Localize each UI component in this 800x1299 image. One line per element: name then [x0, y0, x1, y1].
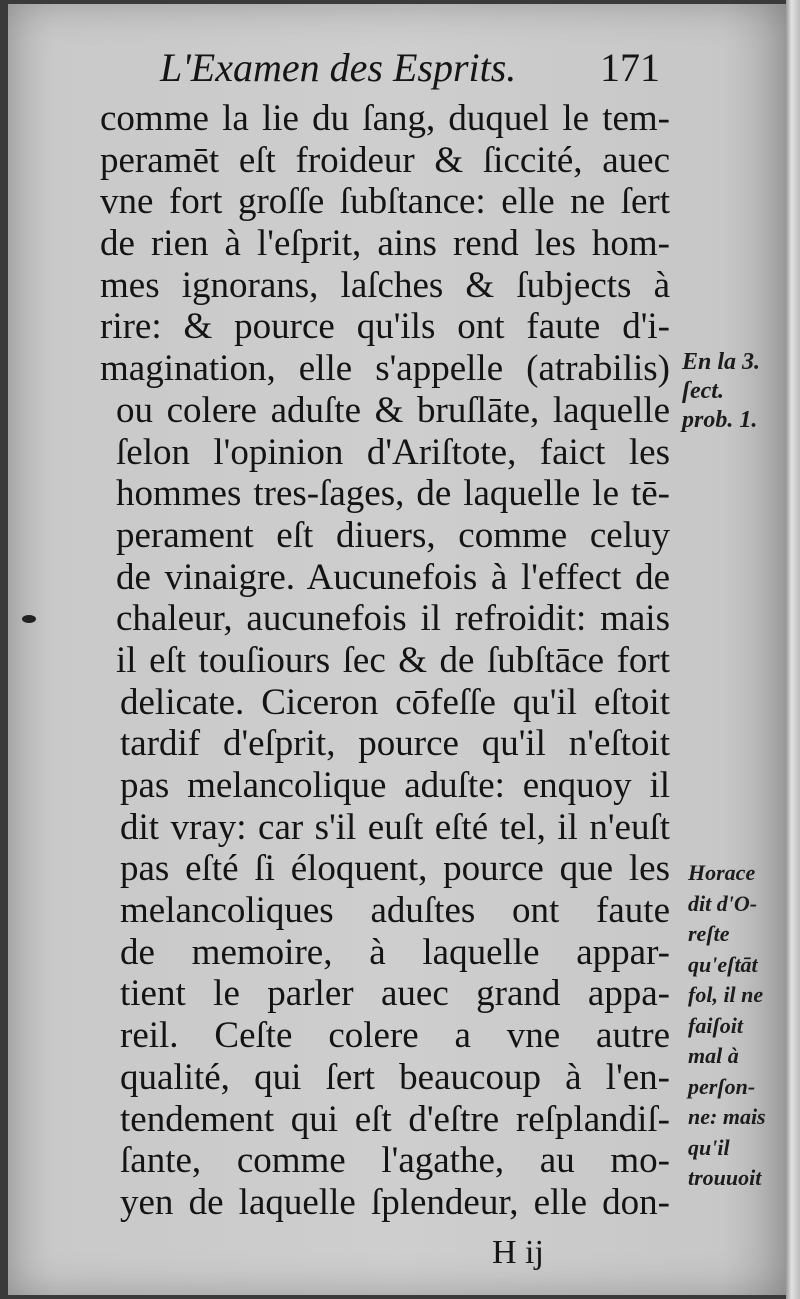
margin-note-line: qu'eſtāt — [688, 951, 758, 977]
margin-note-line: fol, il ne — [688, 982, 764, 1007]
text-line: perament eſt diuers, comme celuy — [116, 514, 670, 556]
text-line: ſelon l'opinion d'Ariſtote, faict les — [116, 431, 670, 473]
text-line: pas eſté ſi éloquent, pource que les — [120, 848, 670, 890]
text-line: ou colere aduſte & bruſlāte, laquelle — [116, 389, 670, 431]
text-line: dit vray: car s'il euſt eſté tel, il n'euſt — [120, 806, 670, 848]
signature-mark: H ij — [492, 1234, 544, 1271]
text-line: il eſt touſiours ſec & de ſubſtāce fort — [116, 639, 670, 681]
margin-note-reference — [682, 348, 760, 435]
text-line: magination, elle s'appelle (atrabilis) — [100, 348, 670, 390]
body-text — [100, 98, 670, 1224]
text-line: ſante, comme l'agathe, au mo- — [120, 1140, 670, 1182]
text-line: tardif d'eſprit, pource qu'il n'eſtoit — [120, 723, 670, 765]
margin-note-line: Horace — [688, 860, 756, 885]
text-line: chaleur, aucunefois il refroidit: mais — [116, 598, 670, 640]
text-line: tendement qui eſt d'eſtre reſplandiſ- — [120, 1098, 670, 1140]
page-header — [160, 44, 660, 94]
text-line: delicate. Ciceron cōfeſſe qu'il eſtoit — [120, 681, 670, 723]
text-line: yen de laquelle ſplendeur, elle don- — [120, 1181, 670, 1223]
text-line: tient le parler auec grand appa- — [120, 973, 670, 1015]
margin-note-line: trouuoit — [688, 1165, 762, 1190]
margin-note-line: ſect. — [682, 378, 724, 404]
margin-note-line: ne: mais — [688, 1104, 766, 1129]
text-line: mes ignorans, laſches & ſubjects à — [100, 264, 670, 306]
text-line: hommes tres-ſages, de laquelle le tē- — [116, 473, 670, 515]
margin-note-line: En la 3. — [682, 349, 761, 375]
text-line: reil. Ceſte colere a vne autre — [120, 1015, 670, 1057]
margin-note-line: perſon- — [688, 1073, 756, 1099]
text-line: vne fort groſſe ſubſtance: elle ne ſert — [100, 181, 670, 223]
text-line: peramēt eſt froideur & ſiccité, auec — [100, 139, 670, 181]
margin-note-line: dit d'O- — [688, 890, 758, 916]
page-number: 171 — [600, 45, 660, 90]
margin-note-line: faiſoit — [688, 1012, 743, 1038]
text-line: de memoire, à laquelle appar- — [120, 931, 670, 973]
text-line: comme la lie du ſang, duquel le tem- — [100, 98, 670, 139]
text-line: qualité, qui ſert beaucoup à l'en- — [120, 1056, 670, 1098]
running-title: L'Examen des Esprits. — [160, 45, 517, 90]
margin-note-line: qu'il — [688, 1134, 730, 1160]
text-line: rire: & pource qu'ils ont faute d'i- — [100, 306, 670, 348]
margin-note-line: prob. 1. — [682, 407, 758, 433]
margin-note-horace — [688, 858, 766, 1194]
ink-blot — [22, 615, 36, 623]
text-line: de vinaigre. Aucunefois à l'effect de — [116, 556, 670, 598]
text-line: pas melancolique aduſte: enquoy il — [120, 765, 670, 806]
margin-note-line: reſte — [688, 921, 730, 946]
margin-note-line: mal à — [688, 1043, 739, 1068]
page-edge — [786, 0, 800, 1299]
text-line: melancoliques aduſtes ont faute — [120, 890, 670, 932]
text-line: de rien à l'eſprit, ains rend les hom- — [100, 223, 670, 265]
